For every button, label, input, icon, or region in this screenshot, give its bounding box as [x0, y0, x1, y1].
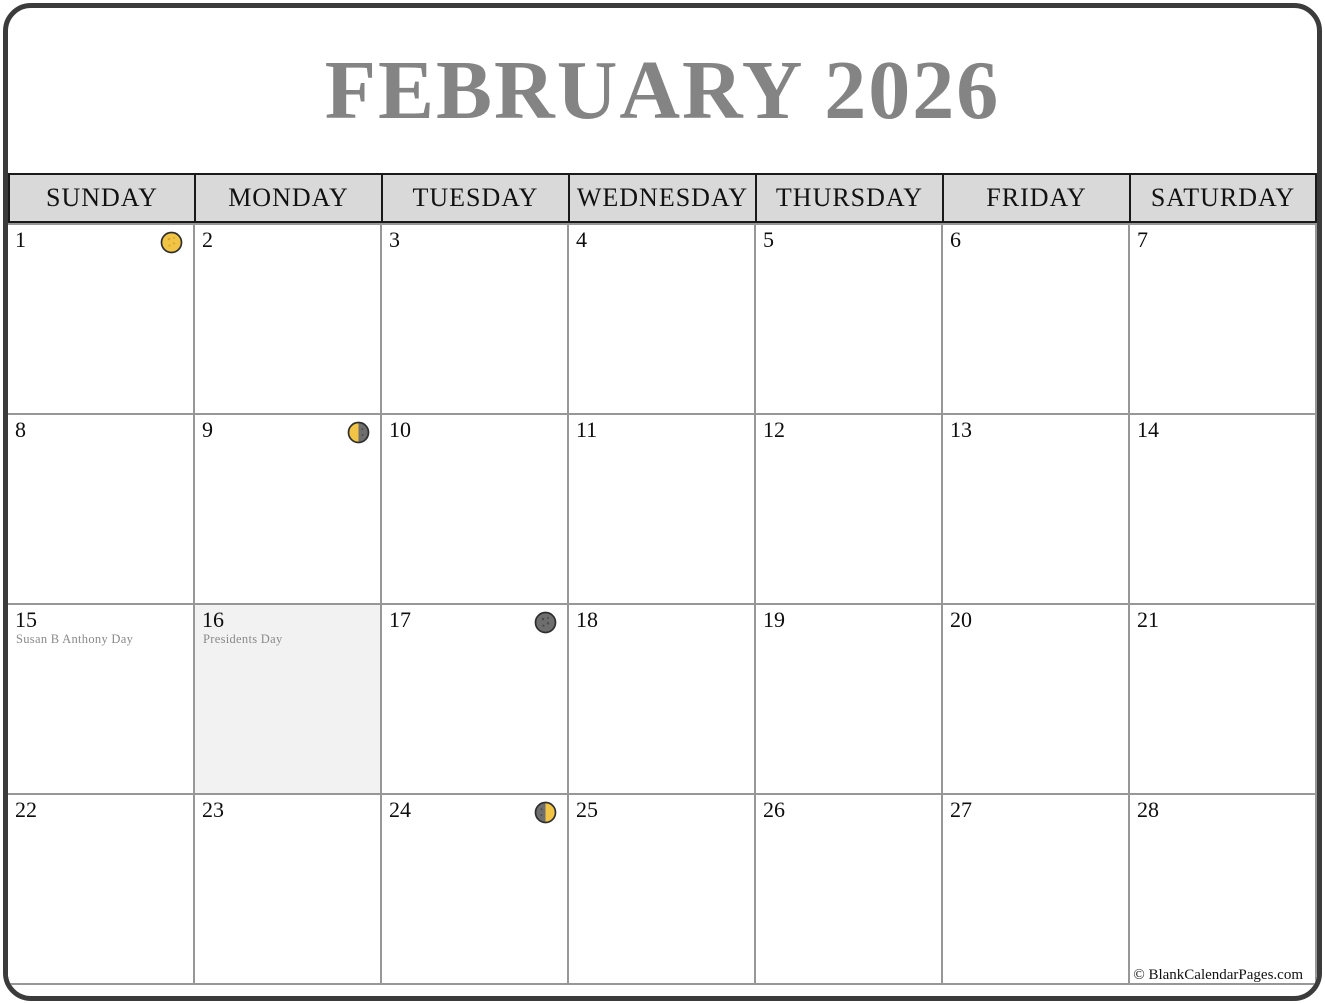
- weekday-header-friday: FRIDAY: [943, 173, 1130, 223]
- day-number: 10: [389, 417, 411, 442]
- day-cell-12: [756, 415, 943, 605]
- title-area: [8, 8, 1317, 173]
- weekday-header-tuesday: TUESDAY: [382, 173, 569, 223]
- day-cell-21: [1130, 605, 1317, 795]
- day-cell-1: [8, 225, 195, 415]
- day-cell-11: [569, 415, 756, 605]
- day-number: 1: [15, 227, 26, 252]
- day-number: 13: [950, 417, 972, 442]
- weekday-header-sunday: SUNDAY: [8, 173, 195, 223]
- day-cell-27: [943, 795, 1130, 985]
- day-number: 2: [202, 227, 213, 252]
- day-cell-7: [1130, 225, 1317, 415]
- day-cell-5: [756, 225, 943, 415]
- day-cell-23: [195, 795, 382, 985]
- page-title: FEBRUARY 2026: [324, 43, 1001, 137]
- day-cell-2: [195, 225, 382, 415]
- day-cell-9: [195, 415, 382, 605]
- day-cell-14: [1130, 415, 1317, 605]
- day-number: 22: [15, 797, 37, 822]
- day-cell-18: [569, 605, 756, 795]
- day-number: 9: [202, 417, 213, 442]
- full-moon-icon: [160, 231, 183, 254]
- holiday-label: Presidents Day: [203, 632, 283, 647]
- new-moon-icon: [534, 611, 557, 634]
- day-number: 19: [763, 607, 785, 632]
- day-cell-15: [8, 605, 195, 795]
- day-cell-6: [943, 225, 1130, 415]
- day-cell-26: [756, 795, 943, 985]
- calendar-page: [3, 3, 1322, 1001]
- last-quarter-moon-icon: [347, 421, 370, 444]
- day-number: 23: [202, 797, 224, 822]
- day-number: 28: [1137, 797, 1159, 822]
- day-cell-20: [943, 605, 1130, 795]
- day-cell-13: [943, 415, 1130, 605]
- day-number: 17: [389, 607, 411, 632]
- day-number: 3: [389, 227, 400, 252]
- weekday-header-row: [8, 173, 1317, 223]
- day-number: 27: [950, 797, 972, 822]
- day-cell-4: [569, 225, 756, 415]
- day-number: 21: [1137, 607, 1159, 632]
- weekday-header-wednesday: WEDNESDAY: [569, 173, 756, 223]
- day-number: 6: [950, 227, 961, 252]
- day-number: 14: [1137, 417, 1159, 442]
- day-number: 20: [950, 607, 972, 632]
- calendar-grid: [8, 223, 1317, 985]
- day-number: 16: [202, 607, 224, 632]
- site-credit: © BlankCalendarPages.com: [1133, 967, 1303, 983]
- day-cell-28: [1130, 795, 1317, 985]
- weekday-header-thursday: THURSDAY: [756, 173, 943, 223]
- day-number: 12: [763, 417, 785, 442]
- day-number: 24: [389, 797, 411, 822]
- day-number: 26: [763, 797, 785, 822]
- day-cell-8: [8, 415, 195, 605]
- day-cell-16: [195, 605, 382, 795]
- day-cell-10: [382, 415, 569, 605]
- day-cell-24: [382, 795, 569, 985]
- day-cell-3: [382, 225, 569, 415]
- day-cell-19: [756, 605, 943, 795]
- day-number: 5: [763, 227, 774, 252]
- weekday-header-saturday: SATURDAY: [1130, 173, 1317, 223]
- day-number: 8: [15, 417, 26, 442]
- day-number: 7: [1137, 227, 1148, 252]
- day-number: 25: [576, 797, 598, 822]
- day-cell-25: [569, 795, 756, 985]
- day-number: 18: [576, 607, 598, 632]
- weekday-header-monday: MONDAY: [195, 173, 382, 223]
- day-cell-17: [382, 605, 569, 795]
- day-number: 15: [15, 607, 37, 632]
- holiday-label: Susan B Anthony Day: [16, 632, 134, 647]
- day-number: 4: [576, 227, 587, 252]
- first-quarter-moon-icon: [534, 801, 557, 824]
- day-number: 11: [576, 417, 598, 442]
- day-cell-22: [8, 795, 195, 985]
